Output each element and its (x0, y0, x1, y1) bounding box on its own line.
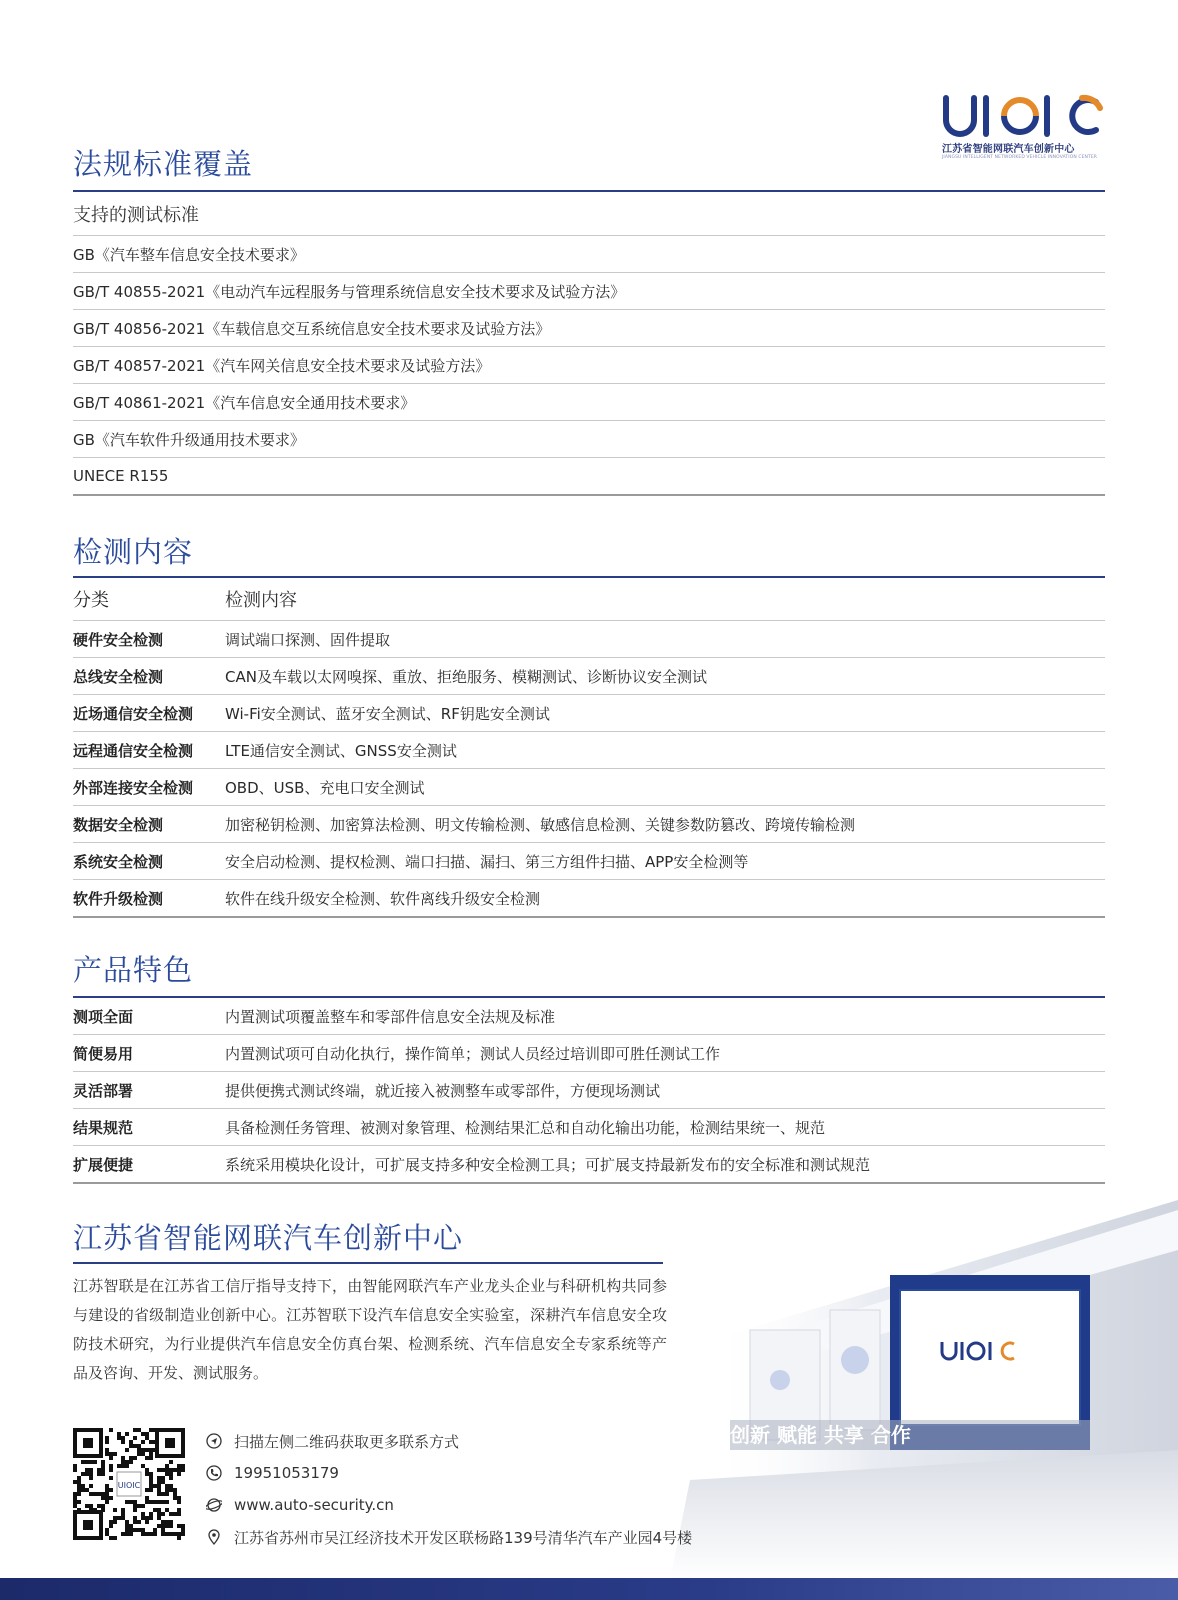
section-title-detection: 检测内容 (73, 535, 194, 569)
contact-website (206, 1489, 692, 1521)
features-table (73, 998, 1105, 1184)
brand-logo (942, 92, 1108, 170)
globe-icon (206, 1497, 222, 1513)
detection-content: Wi-Fi安全测试、蓝牙安全测试、RF钥匙安全测试 (225, 704, 550, 723)
feature-desc: 系统采用模块化设计，可扩展支持多种安全检测工具；可扩展支持最新发布的安全标准和测试规范 (225, 1155, 871, 1174)
feature-name: 测项全面 (73, 1007, 134, 1026)
detection-content: 软件在线升级安全检测、软件离线升级安全检测 (225, 889, 541, 908)
detection-category: 硬件安全检测 (73, 630, 164, 649)
detection-category: 软件升级检测 (73, 889, 164, 908)
detection-header-row (73, 578, 1105, 621)
table-row (73, 347, 1105, 384)
standard-item: GB/T 40856-2021《车载信息交互系统信息安全技术要求及试验方法》 (73, 319, 551, 338)
feature-name: 结果规范 (73, 1118, 134, 1137)
feature-desc: 具备检测任务管理、被测对象管理、检测结果汇总和自动化输出功能，检测结果统一、规范 (225, 1118, 826, 1137)
detection-table (73, 578, 1105, 918)
detection-category: 近场通信安全检测 (73, 704, 194, 723)
table-row (73, 658, 1105, 695)
standard-item: GB《汽车软件升级通用技术要求》 (73, 430, 305, 449)
phone-icon (206, 1465, 222, 1481)
contact-qr-hint (206, 1425, 692, 1457)
about-rule (73, 1262, 663, 1264)
column-header-category: 分类 (73, 590, 109, 611)
table-row (73, 806, 1105, 843)
qr-code (73, 1428, 185, 1540)
logo-name: 江苏省智能网联汽车创新中心 (942, 144, 1075, 155)
regulations-header: 支持的测试标准 (73, 204, 199, 226)
feature-name: 扩展便捷 (73, 1155, 134, 1174)
table-row (73, 621, 1105, 658)
detection-category: 外部连接安全检测 (73, 778, 194, 797)
detection-content: 调试端口探测、固件提取 (225, 630, 391, 649)
detection-content: 加密秘钥检测、加密算法检测、明文传输检测、敏感信息检测、关键参数防篡改、跨境传输检测 (225, 815, 856, 834)
regulations-header-row (73, 192, 1105, 236)
contact-phone (206, 1457, 692, 1489)
showroom-slogan: 创新 赋能 共享 合作 (730, 1423, 911, 1447)
standard-item: UNECE R155 (73, 467, 169, 485)
section-title-regulations: 法规标准覆盖 (73, 147, 254, 181)
contact-address (206, 1521, 692, 1553)
section-title-features: 产品特色 (73, 953, 194, 987)
regulations-table (73, 192, 1105, 496)
qr-hint-text: 扫描左侧二维码获取更多联系方式 (234, 1432, 460, 1451)
table-row (73, 1146, 1105, 1184)
feature-desc: 内置测试项可自动化执行，操作简单；测试人员经过培训即可胜任测试工作 (225, 1044, 721, 1063)
location-arrow-icon (206, 1433, 222, 1449)
logo-mark-icon (942, 92, 1108, 138)
table-row (73, 843, 1105, 880)
showroom-photo (670, 1180, 1178, 1580)
detection-content: LTE通信安全测试、GNSS安全测试 (225, 741, 457, 760)
contact-list (206, 1425, 692, 1553)
table-row (73, 880, 1105, 918)
detection-content: CAN及车载以太网嗅探、重放、拒绝服务、模糊测试、诊断协议安全测试 (225, 667, 707, 686)
table-row (73, 421, 1105, 458)
detection-content: 安全启动检测、提权检测、端口扫描、漏扫、第三方组件扫描、APP安全检测等 (225, 852, 749, 871)
standard-item: GB/T 40861-2021《汽车信息安全通用技术要求》 (73, 393, 416, 412)
standard-item: GB《汽车整车信息安全技术要求》 (73, 245, 305, 264)
table-row (73, 769, 1105, 806)
logo-subtitle: JIANGSU INTELLIGENT NETWORKED VEHICLE INNOVATION CENTER (942, 155, 1098, 160)
detection-content: OBD、USB、充电口安全测试 (225, 778, 425, 797)
about-text: 江苏智联是在江苏省工信厅指导支持下，由智能网联汽车产业龙头企业与科研机构共同参与建设的省级制造业创新中心。江苏智联下设汽车信息安全实验室，深耕汽车信息安全攻防技术研究，为行业提供汽车信息安全仿真台架、检测系统、汽车信息安全专家系统等产品及咨询、开发、测试服务。 (73, 1277, 667, 1382)
standard-item: GB/T 40855-2021《电动汽车远程服务与管理系统信息安全技术要求及试验方法》 (73, 282, 626, 301)
column-header-content: 检测内容 (225, 590, 297, 611)
table-row (73, 458, 1105, 496)
table-row (73, 732, 1105, 769)
table-row (73, 1109, 1105, 1146)
feature-name: 简便易用 (73, 1044, 134, 1063)
feature-desc: 提供便携式测试终端，就近接入被测整车或零部件，方便现场测试 (225, 1081, 661, 1100)
feature-name: 灵活部署 (73, 1081, 134, 1100)
detection-category: 远程通信安全检测 (73, 741, 194, 760)
table-row (73, 310, 1105, 347)
table-row (73, 273, 1105, 310)
footer-bar (0, 1578, 1178, 1600)
detection-category: 总线安全检测 (73, 667, 164, 686)
table-row (73, 1035, 1105, 1072)
table-row (73, 695, 1105, 732)
website-link[interactable]: www.auto-security.cn (234, 1496, 394, 1514)
map-pin-icon (206, 1529, 222, 1545)
address-text: 江苏省苏州市吴江经济技术开发区联杨路139号清华汽车产业园4号楼 (234, 1528, 693, 1547)
table-row (73, 384, 1105, 421)
phone-number[interactable]: 19951053179 (234, 1464, 339, 1482)
standard-item: GB/T 40857-2021《汽车网关信息安全技术要求及试验方法》 (73, 356, 491, 375)
table-row (73, 998, 1105, 1035)
detection-category: 数据安全检测 (73, 815, 164, 834)
svg-text:UIOIC: UIOIC (117, 1481, 141, 1490)
feature-desc: 内置测试项覆盖整车和零部件信息安全法规及标准 (225, 1007, 556, 1026)
detection-category: 系统安全检测 (73, 852, 164, 871)
table-row (73, 236, 1105, 273)
table-row (73, 1072, 1105, 1109)
about-title: 江苏省智能网联汽车创新中心 (73, 1221, 464, 1255)
